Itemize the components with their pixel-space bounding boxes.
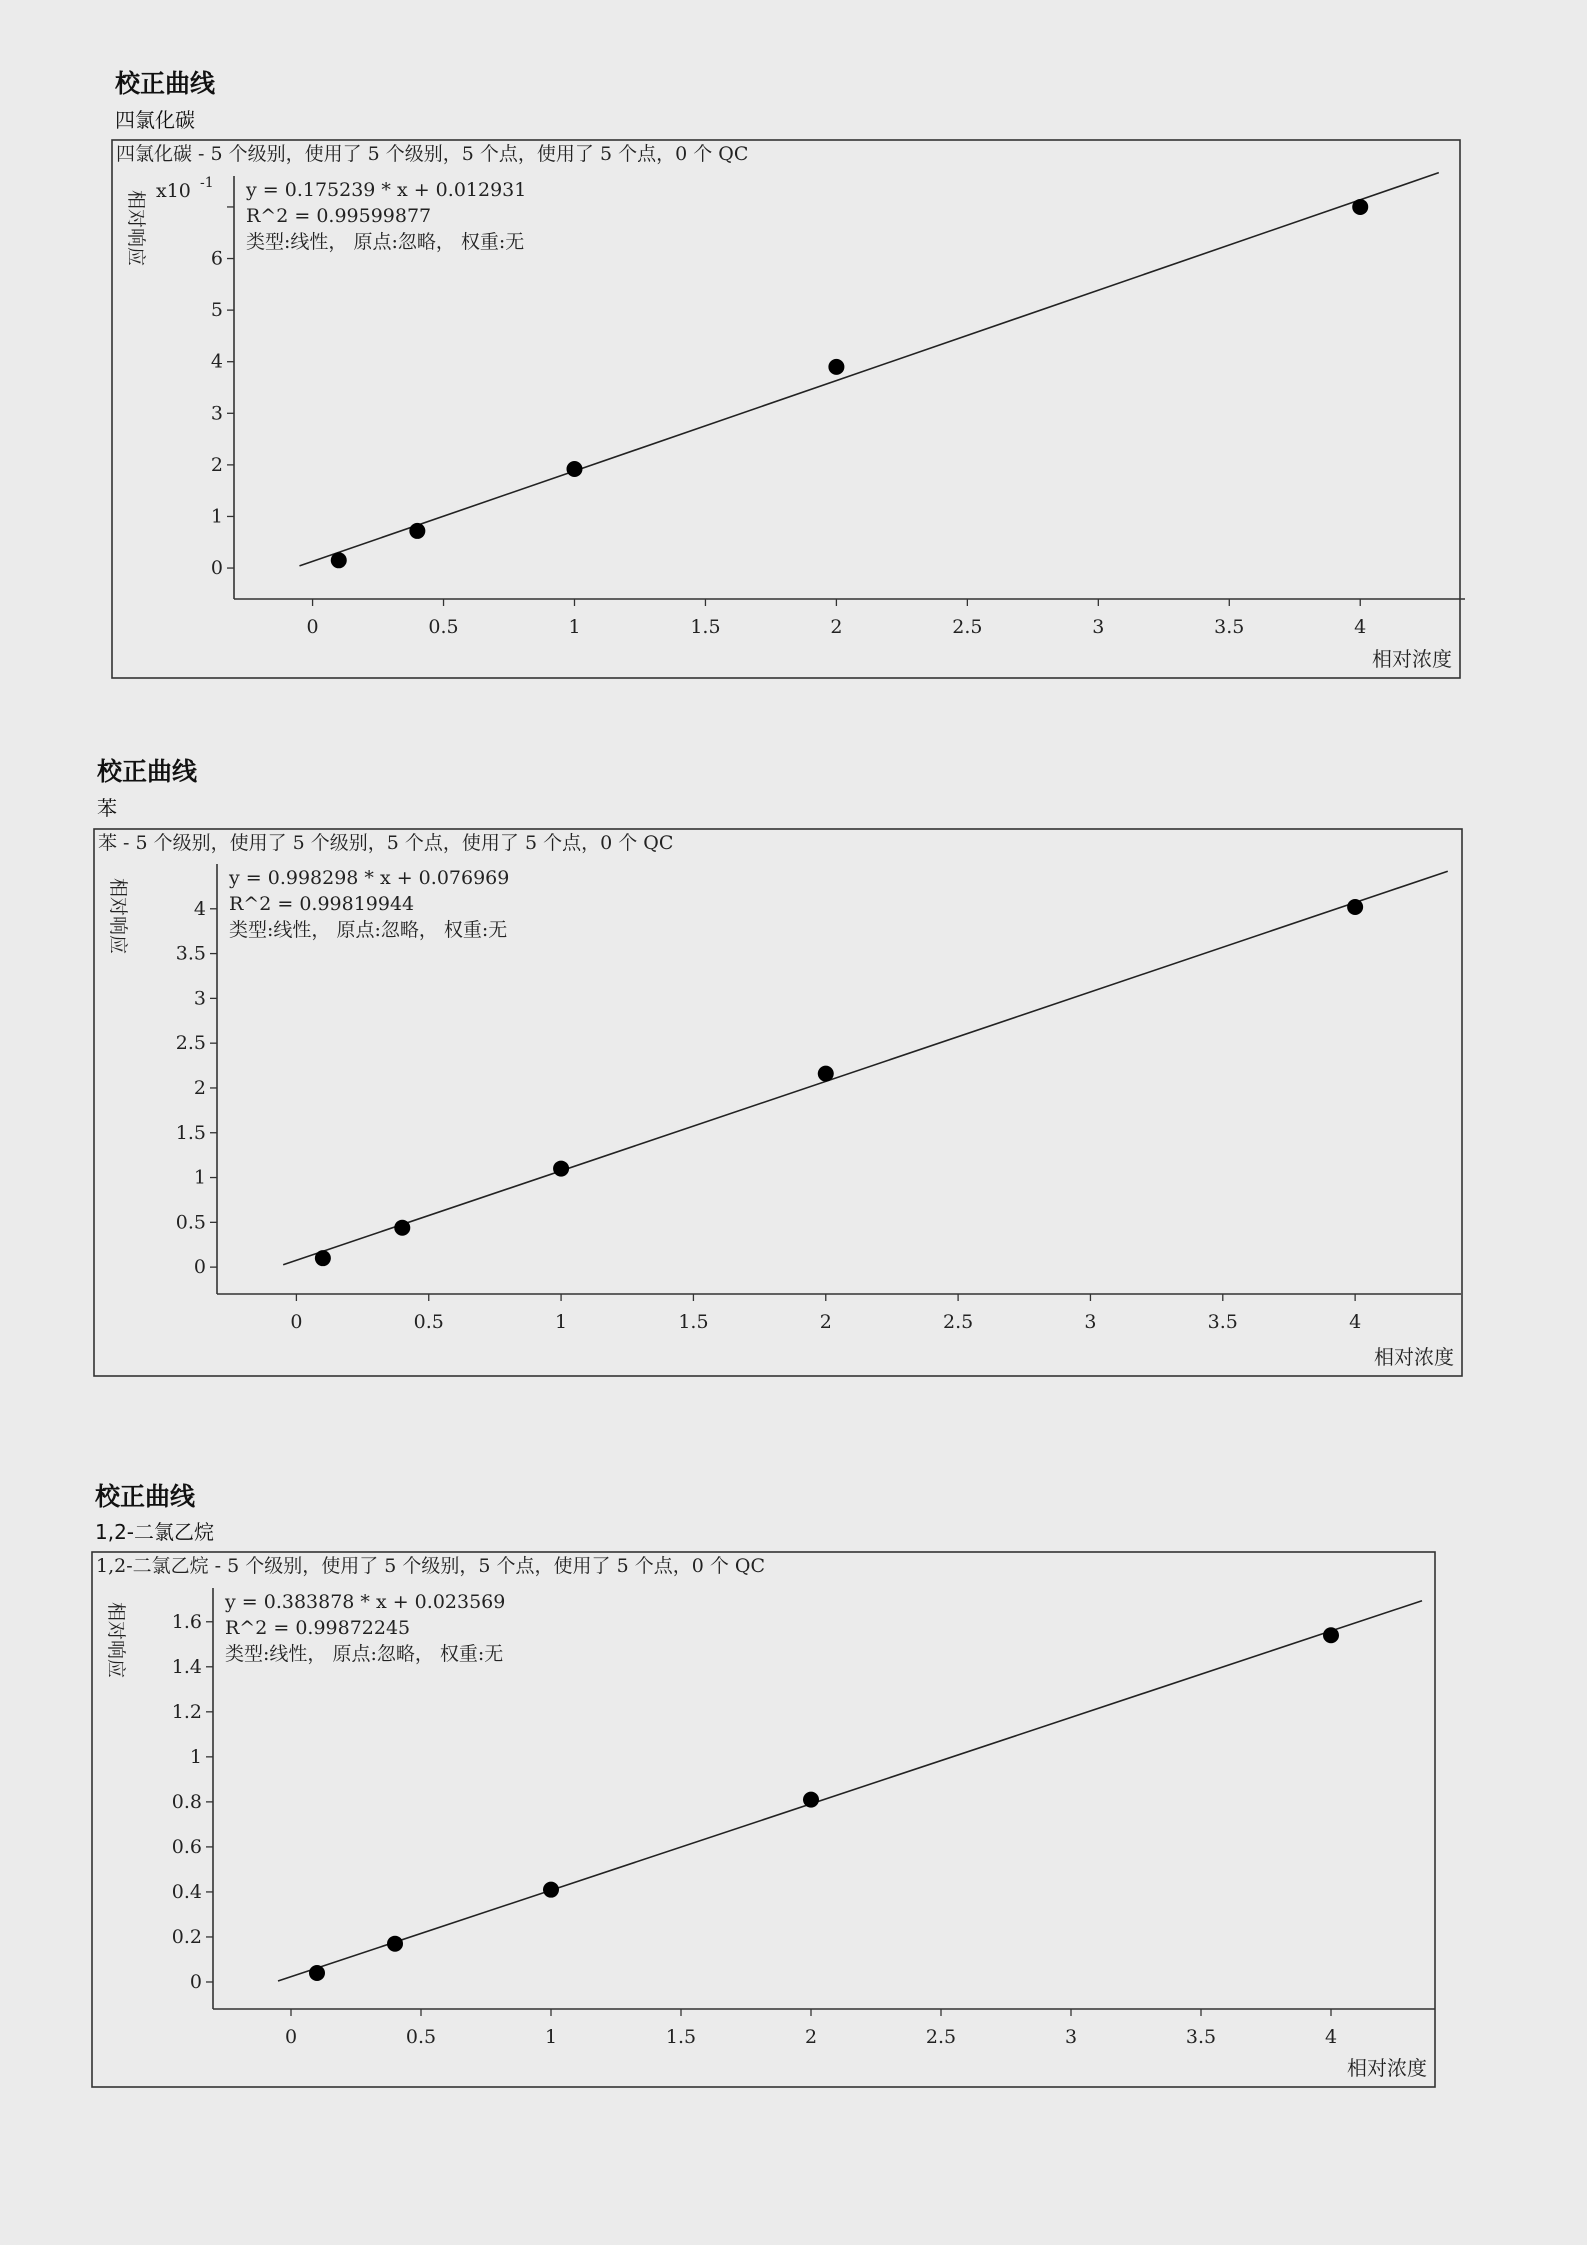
- x-tick-label: 2.5: [952, 616, 983, 638]
- x-tick-label: 0: [290, 1311, 303, 1333]
- data-point: [387, 1936, 403, 1952]
- x-axis-label: 相对浓度: [1347, 2056, 1427, 2080]
- y-tick-label: 0.5: [175, 1211, 206, 1234]
- y-tick-label: 2: [193, 1076, 206, 1099]
- x-tick-label: 3: [1064, 2026, 1078, 2048]
- y-tick-label: 1.2: [171, 1700, 202, 1723]
- x-tick-label: 3: [1084, 1311, 1097, 1333]
- x-tick-label: 1: [568, 616, 581, 638]
- x-tick-label: 1.5: [665, 2026, 697, 2048]
- x-axis-label: 相对浓度: [1372, 647, 1452, 671]
- y-axis-label: 相对响应: [107, 877, 129, 955]
- x-tick-label: 1.5: [690, 616, 721, 638]
- y-tick-label: 1: [210, 505, 223, 528]
- y-tick-label: 0: [210, 557, 223, 580]
- y-tick-label: 0.2: [171, 1925, 202, 1948]
- fit-equation: y = 0.175239 * x + 0.012931: [246, 179, 527, 201]
- fit-info: 类型:线性， 原点:忽略， 权重:无: [246, 231, 525, 253]
- x-axis-label: 相对浓度: [1374, 1345, 1454, 1369]
- section-title: 校正曲线: [95, 1482, 196, 1511]
- x-tick-label: 1: [555, 1311, 568, 1333]
- y-tick-label: 2: [210, 453, 223, 476]
- fit-info: 类型:线性， 原点:忽略， 权重:无: [229, 919, 508, 941]
- x-tick-label: 2: [804, 2026, 818, 2048]
- y-tick-label: 0: [193, 1256, 206, 1279]
- data-point: [1323, 1627, 1339, 1643]
- y-tick-label: 1: [189, 1745, 202, 1768]
- x-tick-label: 2: [830, 616, 843, 638]
- x-tick-label: 0: [284, 2026, 298, 2048]
- y-tick-label: 1.5: [175, 1121, 206, 1144]
- fit-equation: y = 0.383878 * x + 0.023569: [225, 1591, 506, 1613]
- x-tick-label: 1: [544, 2026, 558, 2048]
- section-subtitle: 1,2-二氯乙烷: [95, 1520, 215, 1544]
- x-tick-label: 4: [1349, 1311, 1362, 1333]
- y-tick-label: 2.5: [175, 1032, 206, 1055]
- fit-equation: y = 0.998298 * x + 0.076969: [229, 867, 510, 889]
- x-tick-label: 0.5: [405, 2026, 437, 2048]
- x-tick-label: 2.5: [925, 2026, 957, 2048]
- y-tick-label: 0.8: [171, 1790, 202, 1813]
- x-tick-label: 2.5: [942, 1311, 974, 1333]
- data-point: [309, 1965, 325, 1981]
- y-tick-label: 1.4: [171, 1655, 202, 1678]
- x-tick-label: 3: [1092, 616, 1105, 638]
- x-tick-label: 2: [819, 1311, 832, 1333]
- x-tick-label: 3.5: [1185, 2026, 1217, 2048]
- x-tick-label: 0.5: [428, 616, 459, 638]
- y-tick-label: 4: [193, 897, 206, 920]
- x-tick-label: 1.5: [678, 1311, 709, 1333]
- section-title: 校正曲线: [97, 757, 198, 786]
- y-tick-label: 4: [210, 350, 223, 373]
- x-tick-label: 3.5: [1207, 1311, 1238, 1333]
- fit-r-squared: R^2 = 0.99872245: [225, 1617, 411, 1639]
- y-tick-label: 3: [193, 987, 206, 1010]
- chart-header: 1,2-二氯乙烷 - 5 个级别，使用了 5 个级别，5 个点，使用了 5 个点，0 个 QC: [96, 1555, 766, 1577]
- y-tick-label: 0: [189, 1970, 202, 1993]
- y-tick-label: 3: [210, 402, 223, 425]
- y-multiplier: x10: [156, 180, 191, 202]
- section-subtitle: 四氯化碳: [115, 108, 195, 132]
- x-tick-label: 0: [306, 616, 319, 638]
- section-title: 校正曲线: [115, 69, 216, 98]
- x-tick-label: 3.5: [1214, 616, 1245, 638]
- x-tick-label: 4: [1354, 616, 1367, 638]
- chart-header: 苯 - 5 个级别，使用了 5 个级别，5 个点，使用了 5 个点，0 个 QC: [98, 832, 674, 854]
- data-point: [543, 1882, 559, 1898]
- data-point: [803, 1792, 819, 1808]
- y-tick-label: 1: [193, 1166, 206, 1189]
- fit-r-squared: R^2 = 0.99599877: [246, 205, 432, 227]
- x-tick-label: 4: [1324, 2026, 1338, 2048]
- fit-info: 类型:线性， 原点:忽略， 权重:无: [225, 1643, 504, 1665]
- y-tick-label: 0.6: [171, 1835, 202, 1858]
- y-tick-label: 6: [210, 247, 223, 270]
- chart-header: 四氯化碳 - 5 个级别，使用了 5 个级别，5 个点，使用了 5 个点，0 个 QC: [116, 143, 749, 165]
- y-tick-label: 3.5: [175, 942, 206, 965]
- y-axis-label: 相对响应: [125, 189, 147, 267]
- y-tick-label: 5: [210, 299, 223, 322]
- fit-r-squared: R^2 = 0.99819944: [229, 893, 415, 915]
- x-tick-label: 0.5: [413, 1311, 444, 1333]
- y-tick-label: 0.4: [171, 1880, 202, 1903]
- y-axis-label: 相对响应: [105, 1601, 127, 1679]
- y-multiplier-exponent: -1: [200, 175, 214, 191]
- section-subtitle: 苯: [97, 796, 117, 820]
- y-tick-label: 1.6: [171, 1610, 202, 1633]
